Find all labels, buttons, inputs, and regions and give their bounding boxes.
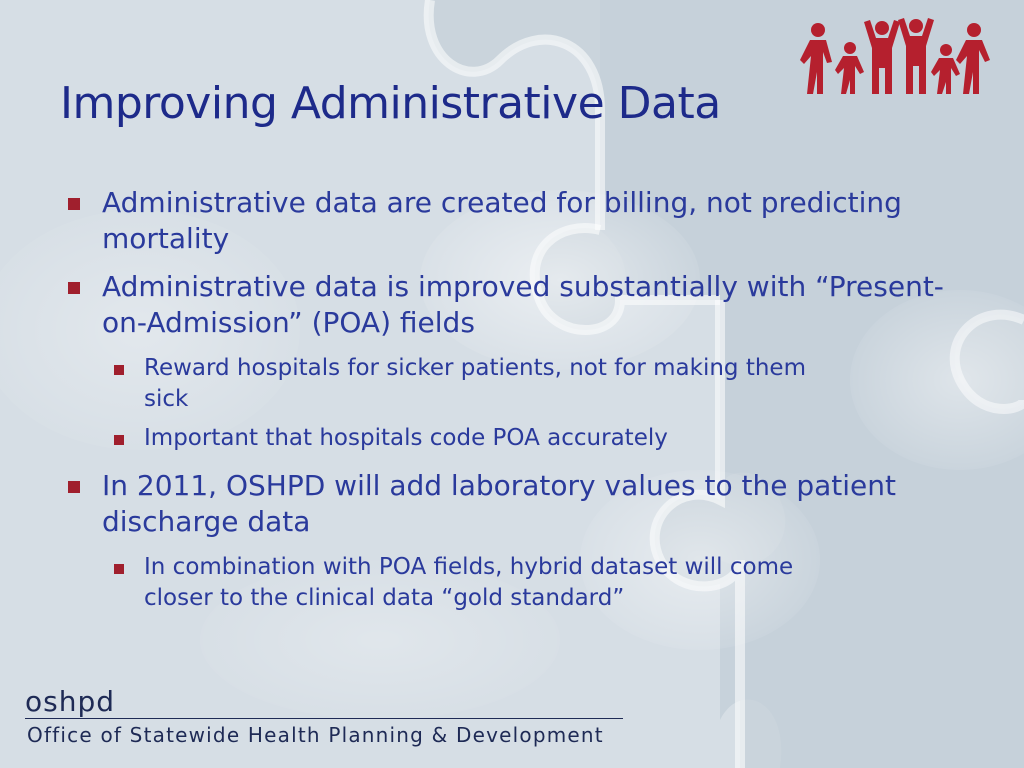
bullet-marker (68, 481, 80, 493)
oshpd-logo-icon: oshpd (25, 685, 116, 718)
bullet-marker (68, 282, 80, 294)
bullet-marker (114, 365, 124, 375)
bullet-item (68, 185, 948, 257)
sub-bullet-item (114, 353, 844, 415)
bullet-marker (68, 198, 80, 210)
oshpd-logo (25, 685, 625, 755)
bullet-list (68, 185, 948, 622)
bullet-text: Administrative data is improved substantially with “Present-on-Admission” (POA) fields (102, 270, 944, 339)
bullet-text: Administrative data are created for billing, not predicting mortality (102, 186, 902, 255)
org-name: Office of Statewide Health Planning & Development (27, 723, 604, 747)
bullet-item (68, 468, 948, 540)
bullet-marker (114, 435, 124, 445)
bullet-item (68, 269, 948, 341)
bullet-text: In 2011, OSHPD will add laboratory values to the patient discharge data (102, 469, 896, 538)
sub-bullet-text: Reward hospitals for sicker patients, not for making them sick (144, 355, 806, 412)
family-people-icon (798, 16, 990, 96)
bullet-marker (114, 564, 124, 574)
slide-title: Improving Administrative Data (60, 78, 721, 129)
sub-bullet-item (114, 552, 844, 614)
sub-bullet-text: In combination with POA fields, hybrid dataset will come closer to the clinical data “gold standard” (144, 554, 794, 611)
logo-divider (25, 718, 623, 719)
sub-bullet-text: Important that hospitals code POA accurately (144, 425, 668, 451)
sub-bullet-item (114, 423, 844, 454)
